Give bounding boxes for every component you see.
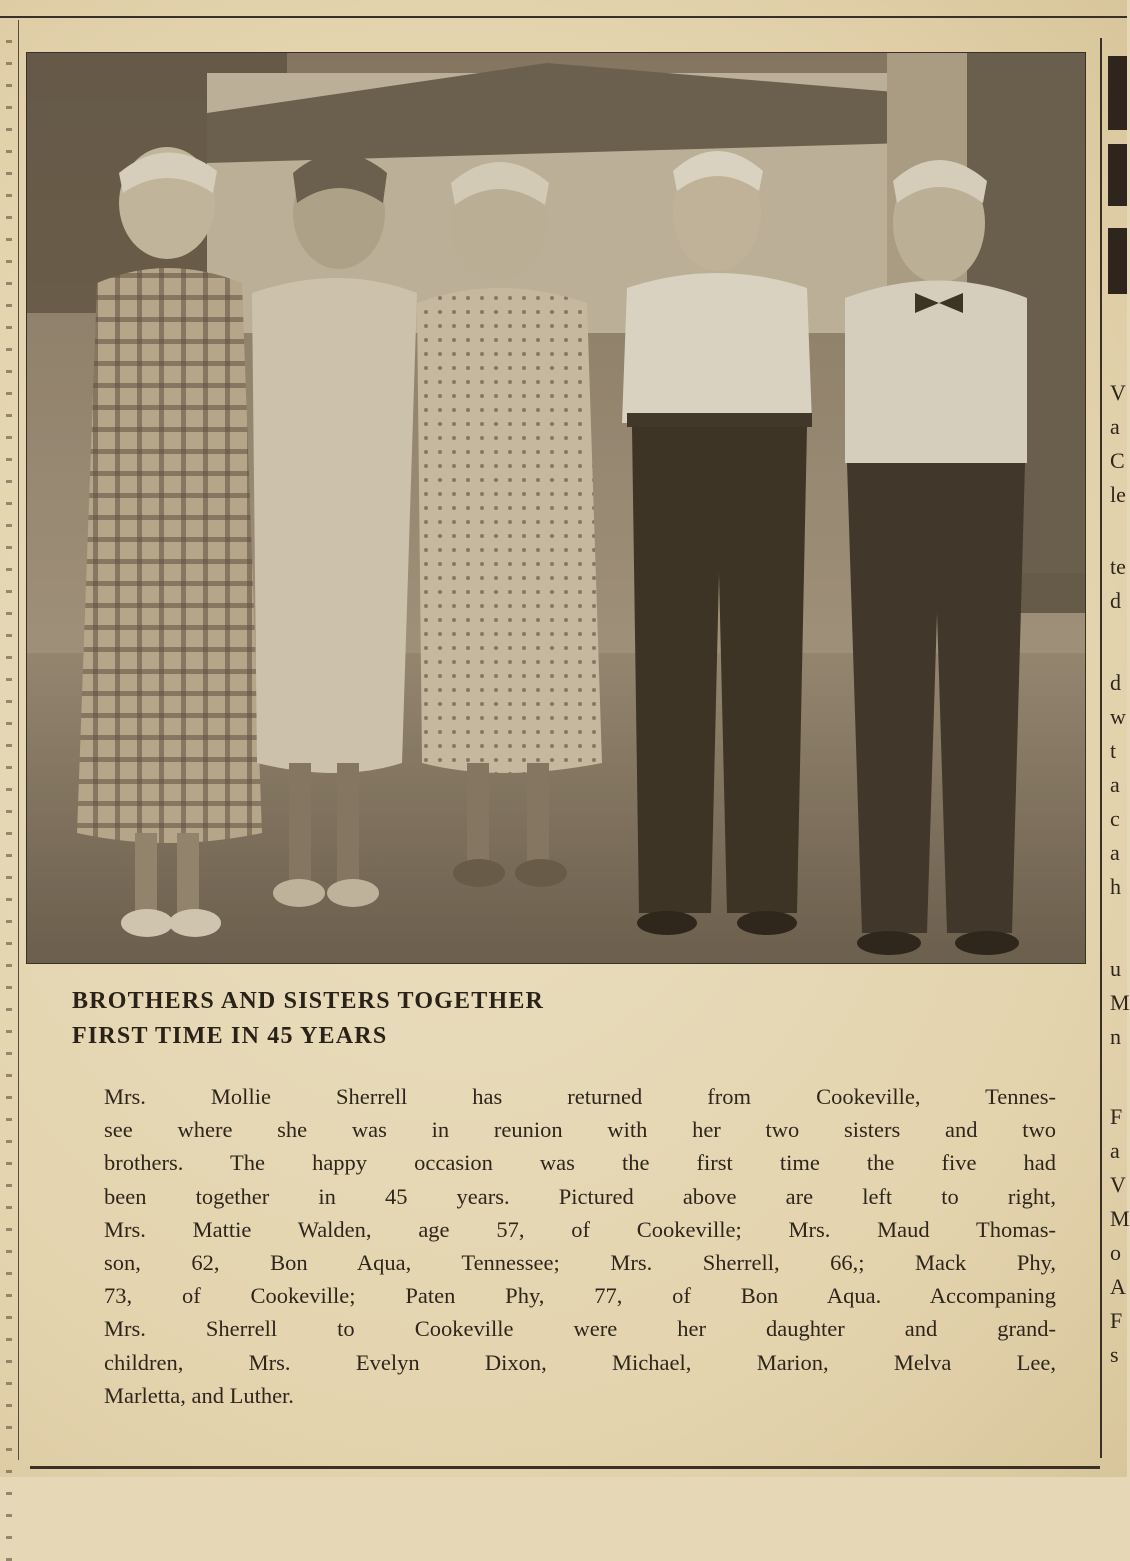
headline [72,984,792,1054]
column-fragment-mark [6,1338,12,1341]
column-fragment-letter: M [1110,1206,1130,1231]
column-fragment-mark [6,612,12,615]
column-fragment-mark [6,590,12,593]
column-fragment-mark [6,810,12,813]
column-fragment-mark [6,1074,12,1077]
column-fragment-letter: t [1110,738,1117,763]
column-fragment-mark [6,568,12,571]
column-fragment-mark [6,1008,12,1011]
column-fragment-mark [6,832,12,835]
article-line: children, Mrs. Evelyn Dixon, Michael, Marion, Melva Lee, [104,1349,1056,1375]
column-fragment-mark [6,216,12,219]
column-fragment-mark [6,656,12,659]
column-fragment-mark [6,722,12,725]
article-line: Mrs. Mollie Sherrell has returned from Cookeville, Tennes- [104,1084,1056,1109]
headline-line-2: FIRST TIME IN 45 YEARS [72,1023,388,1049]
top-rule [0,16,1127,18]
column-fragment-mark [6,458,12,461]
column-fragment-letter: w [1110,704,1126,729]
column-fragment-letter: n [1110,1024,1121,1049]
right-column-rule [1100,38,1102,1458]
column-fragment-mark [6,128,12,131]
bottom-rule [30,1466,1100,1469]
article-line: Mrs. Mattie Walden, age 57, of Cookeville; Mrs. Maud Thomas- [104,1216,1056,1242]
column-fragment-letter: F [1110,1104,1123,1129]
column-fragment-mark [6,1448,12,1451]
column-fragment-mark [6,964,12,967]
left-column-text-fragments [2,40,16,1460]
column-fragment-letter: c [1110,806,1120,831]
column-fragment-letter: le [1110,482,1126,507]
column-fragment-mark [6,634,12,637]
column-fragment-letter: d [1110,670,1121,695]
column-fragment-mark [6,1052,12,1055]
column-fragment-mark [6,370,12,373]
column-fragment-mark [6,1118,12,1121]
column-fragment-mark [6,524,12,527]
column-fragment-mark [6,766,12,769]
column-fragment-letter: d [1110,588,1121,613]
column-fragment-letter: V [1110,380,1126,405]
column-fragment-letter: a [1110,840,1120,865]
column-fragment-mark [6,700,12,703]
column-fragment-mark [6,238,12,241]
reunion-photo-graphic [27,53,1085,963]
column-fragment-mark [6,1272,12,1275]
column-fragment-mark [6,1404,12,1407]
column-fragment-mark [6,788,12,791]
column-fragment-letter: te [1110,554,1126,579]
adjacent-column-fragment [1106,48,1130,1468]
column-fragment-mark [6,1228,12,1231]
column-fragment-mark [6,546,12,549]
column-fragment-mark [6,920,12,923]
column-fragment-mark [6,1470,12,1473]
column-fragment-mark [6,1184,12,1187]
column-fragment-mark [6,282,12,285]
headline-fragment-block [1108,144,1127,206]
column-fragment-mark [6,744,12,747]
column-fragment-mark [6,260,12,263]
column-fragment-mark [6,150,12,153]
column-fragment-mark [6,172,12,175]
column-fragment-letter: M [1110,990,1130,1015]
column-fragment-letter: V [1110,1172,1126,1197]
column-fragment-mark [6,854,12,857]
column-fragment-mark [6,1162,12,1165]
column-fragment-letter: C [1110,448,1125,473]
article-line: Marletta, and Luther. [104,1382,294,1408]
column-fragment-mark [6,62,12,65]
column-fragment-mark [6,898,12,901]
headline-fragment-block [1108,228,1127,294]
column-fragment-mark [6,1096,12,1099]
article-line: see where she was in reunion with her two sisters and two [104,1117,1056,1143]
column-fragment-mark [6,194,12,197]
column-fragment-mark [6,876,12,879]
column-fragment-mark [6,480,12,483]
column-fragment-mark [6,1030,12,1033]
column-fragment-mark [6,84,12,87]
article-line: 73, of Cookeville; Paten Phy, 77, of Bon Aqua. Accompaning [104,1283,1056,1309]
column-fragment-mark [6,414,12,417]
column-fragment-mark [6,1426,12,1429]
column-fragment-letter: A [1110,1274,1126,1299]
column-fragment-letter: F [1110,1308,1123,1333]
column-fragment-mark [6,304,12,307]
column-fragment-letter: s [1110,1342,1119,1367]
left-column-rule [18,20,19,1460]
column-fragment-letter: o [1110,1240,1121,1265]
headline-fragment-block [1108,56,1127,130]
column-fragment-mark [6,326,12,329]
article-line: brothers. The happy occasion was the first time the five had [104,1150,1056,1176]
headline-line-1: BROTHERS AND SISTERS TOGETHER [72,988,545,1014]
reunion-photo [26,52,1086,964]
article-line: been together in 45 years. Pictured above are left to right, [104,1183,1056,1209]
column-fragment-mark [6,942,12,945]
column-fragment-letter: a [1110,1138,1120,1163]
column-fragment-mark [6,436,12,439]
column-fragment-mark [6,392,12,395]
article-line: Mrs. Sherrell to Cookeville were her daughter and grand- [104,1316,1056,1342]
column-fragment-mark [6,1382,12,1385]
article-body [104,1080,1056,1412]
column-fragment-mark [6,1294,12,1297]
column-fragment-mark [6,40,12,43]
column-fragment-mark [6,986,12,989]
column-fragment-letter: u [1110,956,1121,981]
column-fragment-mark [6,348,12,351]
column-fragment-mark [6,106,12,109]
column-fragment-mark [6,1140,12,1143]
column-fragment-mark [6,1536,12,1539]
column-fragment-mark [6,1206,12,1209]
article-line: son, 62, Bon Aqua, Tennessee; Mrs. Sherrell, 66,; Mack Phy, [104,1250,1056,1276]
column-fragment-mark [6,1514,12,1517]
column-fragment-mark [6,502,12,505]
column-fragment-letter: h [1110,874,1121,899]
column-fragment-mark [6,1360,12,1363]
column-fragment-mark [6,1316,12,1319]
column-fragment-mark [6,1492,12,1495]
column-fragment-mark [6,1250,12,1253]
column-fragment-letter: a [1110,772,1120,797]
column-fragment-letter: a [1110,414,1120,439]
column-fragment-mark [6,678,12,681]
